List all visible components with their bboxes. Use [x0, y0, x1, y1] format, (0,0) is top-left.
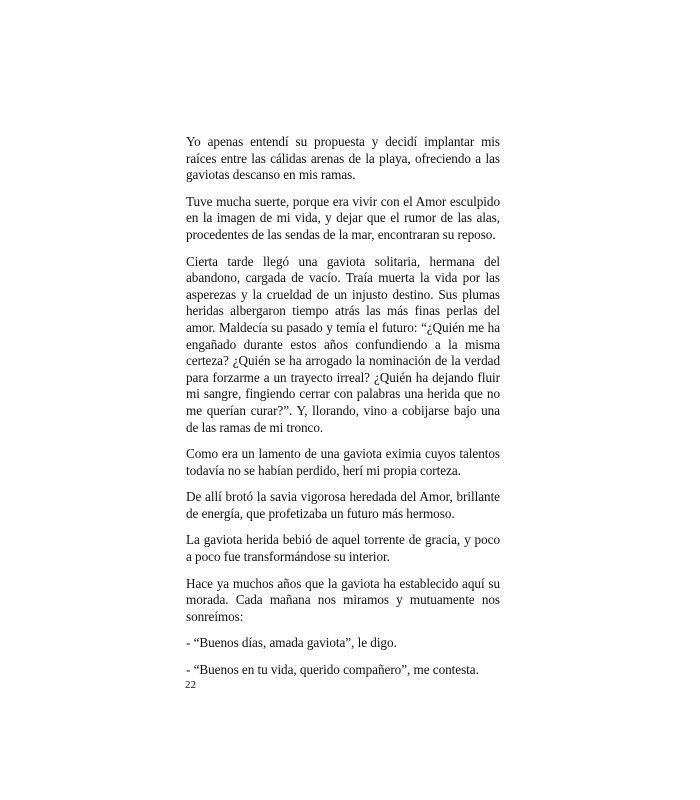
paragraph-5: De allí brotó la savia vigorosa heredada del Amor, brillante de energía, que profetizaba un futuro más hermoso.	[186, 489, 500, 521]
paragraph-1: Yo apenas entendí su propuesta y decidí implantar mis raíces entre las cálidas arenas de la playa, ofreciendo a las gaviotas descanso en mis ramas.	[186, 134, 500, 183]
body-text	[186, 134, 500, 689]
dialogue-line-2: - “Buenos en tu vida, querido compañero”, me contesta.	[186, 662, 479, 678]
paragraph-3: Cierta tarde llegó una gaviota solitaria, hermana del abandono, cargada de vacío. Traía muerta la vida por las asperezas y la crueldad de un injusto destino. Sus plumas heridas albergaron tiempo atrás las más finas perlas del amor. Maldecía su pasado y temía el futuro: “¿Quién me ha engañado durante estos años confundiendo a la misma certeza? ¿Quién se ha arrogado la nominación de la verdad para forzarme a un trayecto irreal? ¿Quién ha dejando fluir mi sangre, fingiendo cerrar con palabras una herida que no me querían curar?”. Y, llorando, vino a cobijarse bajo una de las ramas de mi tronco.	[186, 253, 500, 435]
paragraph-7: Hace ya muchos años que la gaviota ha establecido aquí su morada. Cada mañana nos miramos y mutuamente nos sonreímos:	[186, 575, 500, 624]
dialogue-line-1: - “Buenos días, amada gaviota”, le digo.	[186, 635, 397, 651]
page-number: 22	[185, 679, 196, 691]
paragraph-6: La gaviota herida bebió de aquel torrente de gracia, y poco a poco fue transformándose su interior.	[186, 532, 500, 565]
paragraph-2: Tuve mucha suerte, porque era vivir con el Amor esculpido en la imagen de mi vida, y dejar que el rumor de las alas, procedentes de las sendas de la mar, encontraran su reposo.	[186, 193, 500, 242]
paragraph-4: Como era un lamento de una gaviota eximia cuyos talentos todavía no se habían perdido, herí mi propia corteza.	[186, 446, 500, 478]
